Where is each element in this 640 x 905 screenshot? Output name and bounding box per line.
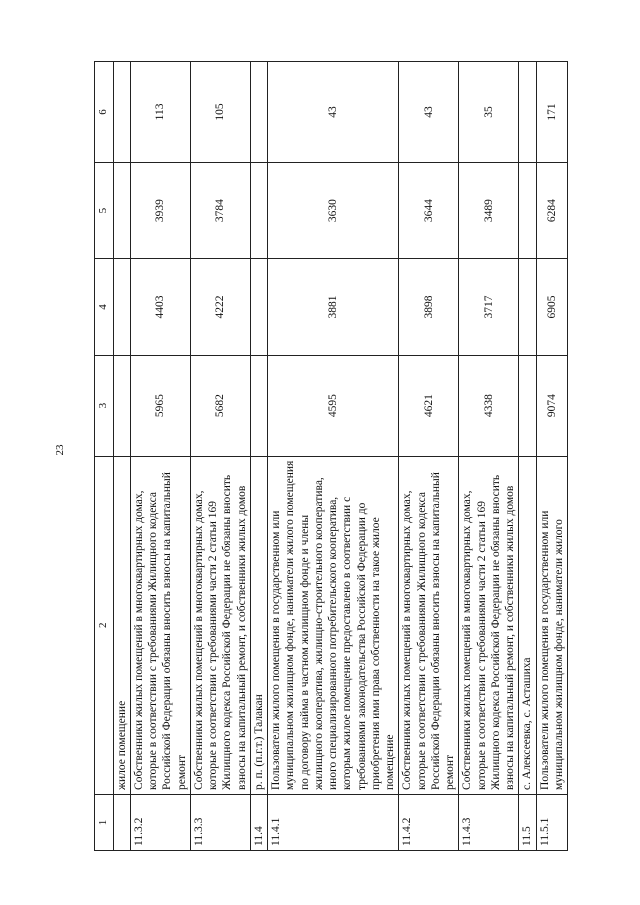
row-value-col5: 3489 bbox=[459, 162, 519, 258]
row-value-col4: 4403 bbox=[130, 259, 190, 355]
row-value-col6 bbox=[113, 62, 130, 163]
row-value-col4: 3881 bbox=[268, 259, 399, 355]
row-value-col5 bbox=[250, 162, 267, 258]
row-code bbox=[113, 794, 130, 850]
row-code: 11.3.3 bbox=[190, 794, 250, 850]
row-value-col4: 3898 bbox=[399, 259, 459, 355]
row-value-col3: 4621 bbox=[399, 355, 459, 456]
row-value-col6 bbox=[250, 62, 267, 163]
row-description: с. Алексеевка, с. Асташиха bbox=[519, 456, 536, 794]
header-cell: 2 bbox=[95, 456, 114, 794]
row-value-col5: 3644 bbox=[399, 162, 459, 258]
header-cell: 1 bbox=[95, 794, 114, 850]
header-cell: 3 bbox=[95, 355, 114, 456]
page-number: 23 bbox=[54, 444, 66, 456]
row-description: р. п. (п.г.т.) Талакан bbox=[250, 456, 267, 794]
row-code: 11.5.1 bbox=[536, 794, 568, 850]
table-row bbox=[190, 62, 250, 851]
row-value-col6: 105 bbox=[190, 62, 250, 163]
row-description: Пользователи жилого помещения в государственном или муниципальном жилищном фонде, наниматели жилого помещения по договору найма в частном жилищном фонде и члены жилищного кооператива, жилищно-строительного кооператива, иного специализированного потребительского кооператива, которым жилое помещение предоставлено в соответствии с требованиями законодательства Российской Федерации до приобретения ими права собственности на такое жилое помещение bbox=[268, 456, 399, 794]
row-value-col6: 171 bbox=[536, 62, 568, 163]
row-description: Пользователи жилого помещения в государственном или муниципальном жилищном фонде, наниматели жилого bbox=[536, 456, 568, 794]
header-cell: 6 bbox=[95, 62, 114, 163]
header-cell: 5 bbox=[95, 162, 114, 258]
row-value-col4: 4222 bbox=[190, 259, 250, 355]
row-value-col3 bbox=[250, 355, 267, 456]
row-description: Собственники жилых помещений в многоквартирных домах, которые в соответствии с требованиями части 2 статьи 169 Жилищного кодекса Российской Федерации не обязаны вносить взносы на капитальный ремонт, и собственники жилых домов bbox=[459, 456, 519, 794]
row-description: Собственники жилых помещений в многоквартирных домах, которые в соответствии с требованиями Жилищного кодекса Российской Федерации обязаны вносить взносы на капитальный ремонт bbox=[399, 456, 459, 794]
table-section-row bbox=[519, 62, 536, 851]
row-value-col5: 3630 bbox=[268, 162, 399, 258]
row-value-col3: 4338 bbox=[459, 355, 519, 456]
row-value-col5: 3784 bbox=[190, 162, 250, 258]
row-value-col3: 4595 bbox=[268, 355, 399, 456]
row-value-col6: 43 bbox=[399, 62, 459, 163]
row-value-col4 bbox=[519, 259, 536, 355]
rotated-table-container bbox=[94, 61, 594, 851]
row-value-col4: 3717 bbox=[459, 259, 519, 355]
row-value-col5 bbox=[519, 162, 536, 258]
row-code: 11.4.1 bbox=[268, 794, 399, 850]
table-row bbox=[268, 62, 399, 851]
row-value-col3 bbox=[519, 355, 536, 456]
row-value-col6: 43 bbox=[268, 62, 399, 163]
tariff-table bbox=[94, 61, 568, 851]
row-code: 11.4 bbox=[250, 794, 267, 850]
row-value-col4: 6905 bbox=[536, 259, 568, 355]
table-row bbox=[536, 62, 568, 851]
row-code: 11.4.3 bbox=[459, 794, 519, 850]
row-description: Собственники жилых помещений в многоквартирных домах, которые в соответствии с требованиями части 2 статьи 169 Жилищного кодекса Российской Федерации не обязаны вносить взносы на капитальный ремонт, и собственники жилых домов bbox=[190, 456, 250, 794]
row-description: Собственники жилых помещений в многоквартирных домах, которые в соответствии с требованиями Жилищного кодекса Российской Федерации обязаны вносить взносы на капитальный ремонт bbox=[130, 456, 190, 794]
table-row bbox=[399, 62, 459, 851]
row-description: жилое помещение bbox=[113, 456, 130, 794]
row-code: 11.3.2 bbox=[130, 794, 190, 850]
row-value-col3: 9074 bbox=[536, 355, 568, 456]
row-value-col3: 5682 bbox=[190, 355, 250, 456]
table-row bbox=[113, 62, 130, 851]
table-header-row bbox=[95, 62, 114, 851]
row-value-col6: 35 bbox=[459, 62, 519, 163]
row-code: 11.4.2 bbox=[399, 794, 459, 850]
row-value-col5 bbox=[113, 162, 130, 258]
table-row bbox=[130, 62, 190, 851]
header-cell: 4 bbox=[95, 259, 114, 355]
row-value-col6 bbox=[519, 62, 536, 163]
table-section-row bbox=[250, 62, 267, 851]
row-value-col6: 113 bbox=[130, 62, 190, 163]
row-value-col4 bbox=[250, 259, 267, 355]
row-value-col3 bbox=[113, 355, 130, 456]
row-value-col3: 5965 bbox=[130, 355, 190, 456]
table-row bbox=[459, 62, 519, 851]
row-code: 11.5 bbox=[519, 794, 536, 850]
row-value-col5: 3939 bbox=[130, 162, 190, 258]
row-value-col4 bbox=[113, 259, 130, 355]
row-value-col5: 6284 bbox=[536, 162, 568, 258]
